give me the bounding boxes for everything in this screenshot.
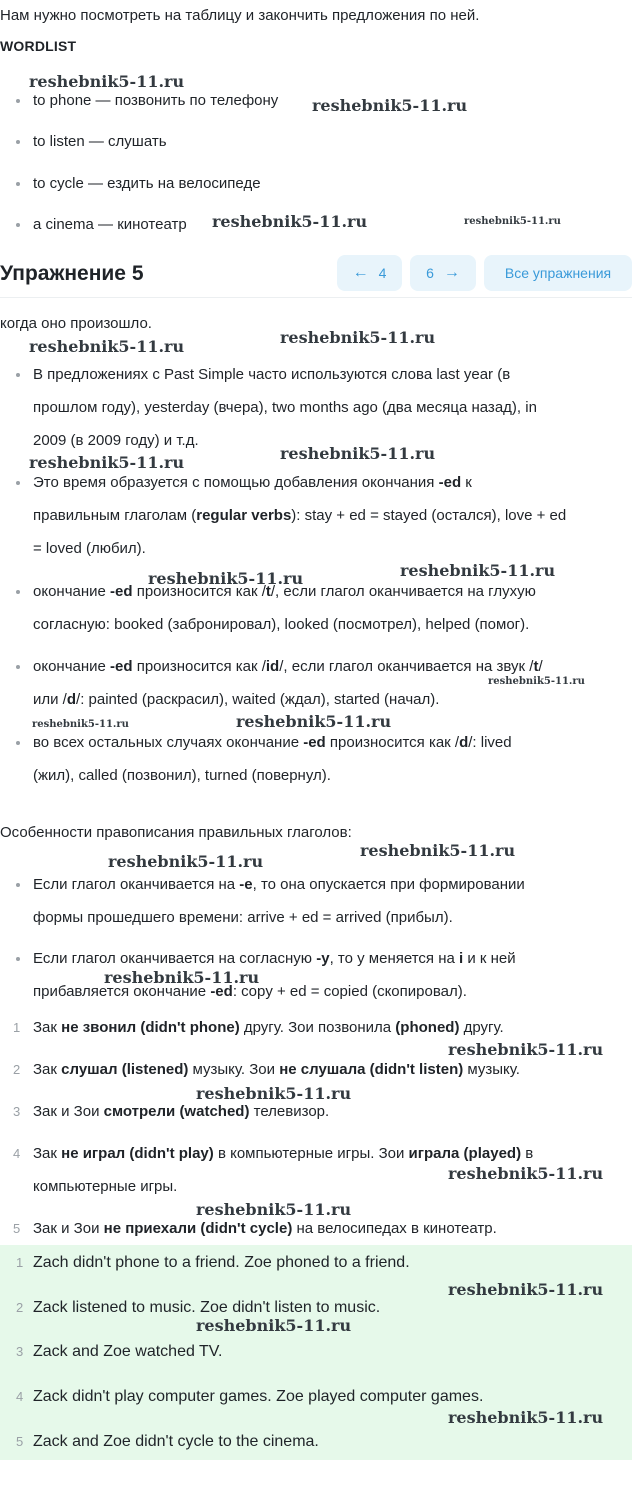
text-fragment: прибавляется окончание <box>33 983 211 1000</box>
text-fragment: , то у меняется на <box>329 950 459 967</box>
text-fragment: (phoned) <box>395 1019 460 1036</box>
watermark: reshebnik5-11.ru <box>108 852 264 871</box>
list-item <box>0 650 632 716</box>
list-item <box>0 1425 632 1458</box>
watermark: reshebnik5-11.ru <box>104 968 260 987</box>
text-fragment: -ed <box>438 474 462 491</box>
list-item: to listen — слушать <box>0 125 632 158</box>
text-fragment: Это время образуется с помощью добавления окончания <box>33 474 439 491</box>
item-number: 1 <box>13 1020 21 1035</box>
watermark: reshebnik5-11.ru <box>236 712 392 731</box>
list-item <box>0 1246 632 1279</box>
watermark: reshebnik5-11.ru <box>212 212 368 231</box>
text-fragment: Если глагол оканчивается на согласную <box>33 950 317 967</box>
text-fragment: -ed <box>303 734 326 751</box>
text-fragment: (жил), called (позвонил), turned (повернул). <box>33 767 331 784</box>
intro-text: Нам нужно посмотреть на таблицу и закончить предложения по ней. <box>0 7 480 24</box>
text-fragment: /, если глагол оканчивается на звук / <box>279 658 534 675</box>
text-fragment: окончание <box>33 658 111 675</box>
text-fragment: к <box>461 474 472 491</box>
item-number: 3 <box>13 1104 21 1119</box>
text-fragment: формы прошедшего времени: arrive + ed = arrived (прибыл). <box>33 909 453 926</box>
arrow-right-icon: → <box>443 264 460 281</box>
text-fragment: компьютерные игры. <box>33 1178 178 1195</box>
text-fragment: id <box>265 658 280 675</box>
text-fragment: : copy + ed = copied (скопировал). <box>232 983 467 1000</box>
list-item <box>0 466 632 565</box>
text-fragment: i <box>458 950 464 967</box>
text-fragment: Зак и Зои <box>33 1103 104 1120</box>
text-fragment: произносится как / <box>132 583 266 600</box>
text-fragment: не слушала (didn't listen) <box>279 1061 464 1078</box>
watermark: reshebnik5-11.ru <box>312 96 468 115</box>
watermark: reshebnik5-11.ru <box>148 569 304 588</box>
answer-text: Zack and Zoe watched TV. <box>33 1343 223 1360</box>
list-item: to phone — позвонить по телефону <box>0 84 632 117</box>
watermark: reshebnik5-11.ru <box>29 72 185 91</box>
text-line: В предложениях с Past Simple часто используются слова last year (в <box>33 366 511 383</box>
list-item <box>0 1212 632 1245</box>
text-line: 2009 (в 2009 году) и т.д. <box>33 432 199 449</box>
next-exercise-label: 6 <box>426 265 434 281</box>
text-fragment: /, если глагол оканчивается на глухую <box>270 583 536 600</box>
text-fragment: произносится как / <box>132 658 266 675</box>
text-fragment: музыку. Зои <box>188 1061 280 1078</box>
text-fragment: Зак <box>33 1145 62 1162</box>
arrow-left-icon: ← <box>352 264 369 281</box>
text-fragment: Если глагол оканчивается на <box>33 876 240 893</box>
all-exercises-button[interactable] <box>484 255 632 291</box>
text-fragment: другу. <box>459 1019 504 1036</box>
text-fragment: -ed <box>110 583 133 600</box>
watermark: reshebnik5-11.ru <box>448 1408 604 1427</box>
answer-text: Zack didn't play computer games. Zoe played computer games. <box>33 1388 484 1405</box>
item-number: 2 <box>16 1300 24 1315</box>
text-fragment: -ed <box>210 983 233 1000</box>
text-fragment: не приехали (didn't cycle) <box>103 1220 293 1237</box>
watermark: reshebnik5-11.ru <box>360 841 516 860</box>
text-fragment: музыку. <box>463 1061 520 1078</box>
text-fragment: или / <box>33 691 67 708</box>
text-fragment: /: painted (раскрасил), waited (ждал), started (начал). <box>76 691 440 708</box>
answer-text: Zack listened to music. Zoe didn't listen to music. <box>33 1299 381 1316</box>
text-fragment: в компьютерные игры. Зои <box>213 1145 409 1162</box>
text-fragment: в <box>521 1145 534 1162</box>
list-item <box>0 1011 632 1044</box>
exercise-header <box>0 250 632 298</box>
text-fragment: смотрели (watched) <box>103 1103 250 1120</box>
text-fragment: ): stay + ed = stayed (остался), love + ed <box>291 507 567 524</box>
text-fragment: правильным глаголам ( <box>33 507 197 524</box>
watermark: reshebnik5-11.ru <box>448 1040 604 1059</box>
text-fragment: = loved (любил). <box>33 540 146 557</box>
text-fragment: d <box>66 691 77 708</box>
list-item <box>0 1137 632 1203</box>
watermark: reshebnik5-11.ru <box>280 444 436 463</box>
list-item <box>0 358 632 457</box>
watermark: reshebnik5-11.ru <box>400 561 556 580</box>
text-fragment: , то она опускается при формировании <box>252 876 525 893</box>
list-item <box>0 1380 632 1413</box>
theory-lead: когда оно произошло. <box>0 315 152 332</box>
watermark: reshebnik5-11.ru <box>196 1200 352 1219</box>
answer-text: Zack and Zoe didn't cycle to the cinema. <box>33 1433 319 1450</box>
all-exercises-label: Все упражнения <box>504 265 612 281</box>
text-fragment: t <box>533 658 539 675</box>
text-fragment: другу. Зои позвонила <box>239 1019 396 1036</box>
watermark: reshebnik5-11.ru <box>32 719 129 730</box>
text-fragment: во всех остальных случаях окончание <box>33 734 304 751</box>
text-fragment: не звонил (didn't phone) <box>61 1019 240 1036</box>
text-fragment: Зак <box>33 1061 62 1078</box>
text-fragment: произносится как / <box>325 734 460 751</box>
watermark: reshebnik5-11.ru <box>196 1084 352 1103</box>
answer-text: Zach didn't phone to a friend. Zoe phoned to a friend. <box>33 1254 410 1271</box>
text-fragment: и к ней <box>463 950 516 967</box>
wordlist-heading: WORDLIST <box>0 38 77 54</box>
list-item <box>0 1095 632 1128</box>
list-item: to cycle — ездить на велосипеде <box>0 167 632 200</box>
text-fragment: слушал (listened) <box>61 1061 189 1078</box>
prev-exercise-label: 4 <box>378 265 387 281</box>
watermark: reshebnik5-11.ru <box>488 676 585 687</box>
text-fragment: Зак и Зои <box>33 1220 104 1237</box>
answer-box <box>0 1245 632 1460</box>
list-item <box>0 575 632 641</box>
text-fragment: regular verbs <box>196 507 292 524</box>
list-item <box>0 1291 632 1324</box>
item-number: 1 <box>16 1255 24 1270</box>
text-fragment: окончание <box>33 583 111 600</box>
list-item: a cinema — кинотеатр <box>0 208 632 241</box>
list-item <box>0 868 632 934</box>
spelling-heading: Особенности правописания правильных глаголов: <box>0 824 352 841</box>
text-fragment: телевизор. <box>249 1103 330 1120</box>
watermark: reshebnik5-11.ru <box>196 1316 352 1335</box>
item-number: 2 <box>13 1062 21 1077</box>
text-fragment: t <box>265 583 271 600</box>
text-fragment: на велосипедах в кинотеатр. <box>292 1220 497 1237</box>
item-number: 4 <box>16 1389 24 1404</box>
item-number: 5 <box>16 1434 24 1449</box>
text-fragment: согласную: booked (забронировал), looked (посмотрел), helped (помог). <box>33 616 530 633</box>
watermark: reshebnik5-11.ru <box>280 328 436 347</box>
text-fragment: / <box>538 658 543 675</box>
item-number: 3 <box>16 1344 24 1359</box>
list-item <box>0 1335 632 1368</box>
watermark: reshebnik5-11.ru <box>448 1164 604 1183</box>
text-fragment: играла (played) <box>408 1145 522 1162</box>
watermark: reshebnik5-11.ru <box>448 1280 604 1299</box>
text-fragment: -y <box>316 950 330 967</box>
prev-exercise-button[interactable] <box>337 255 402 291</box>
list-item <box>0 942 632 1008</box>
item-number: 4 <box>13 1146 21 1161</box>
watermark: reshebnik5-11.ru <box>29 337 185 356</box>
text-fragment: -e <box>239 876 253 893</box>
text-fragment: не играл (didn't play) <box>61 1145 214 1162</box>
text-fragment: Зак <box>33 1019 62 1036</box>
list-item <box>0 1053 632 1086</box>
text-fragment: -ed <box>110 658 133 675</box>
item-number: 5 <box>13 1221 21 1236</box>
watermark: reshebnik5-11.ru <box>29 453 185 472</box>
page-title: Упражнение 5 <box>0 262 144 285</box>
text-fragment: d <box>459 734 469 751</box>
text-line: прошлом году), yesterday (вчера), two months ago (два месяца назад), in <box>33 399 537 416</box>
watermark: reshebnik5-11.ru <box>464 216 561 227</box>
next-exercise-button[interactable] <box>410 255 476 291</box>
text-fragment: /: lived <box>468 734 512 751</box>
list-item <box>0 726 632 792</box>
